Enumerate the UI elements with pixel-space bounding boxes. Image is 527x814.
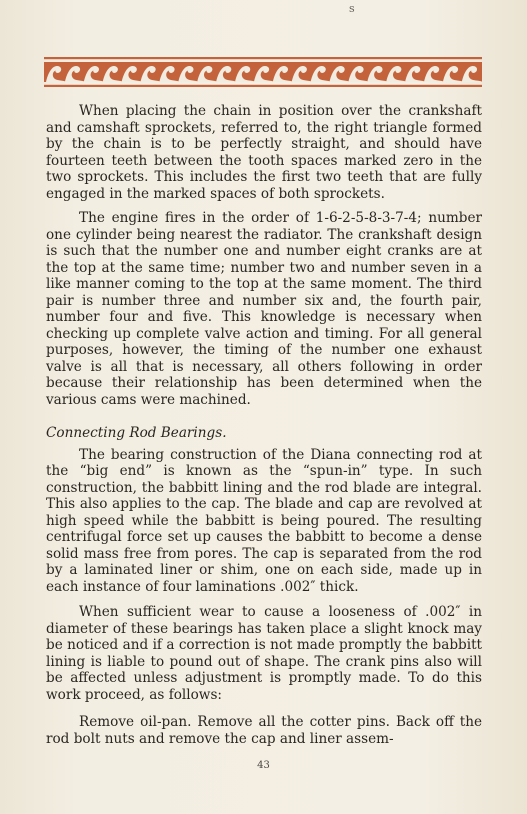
paragraph-chain-position: When placing the chain in position over the crankshaft and camshaft sprockets, referred to, the right triangle formed by the chain is to be perfectly straight, and should have fourteen teeth between the tooth spaces marked zero in the two sprockets. This includes the first two teeth that are fully engaged in the marked spaces of both sprockets. <box>46 103 482 202</box>
paragraph-procedure: Remove oil-pan. Remove all the cotter pins. Back off the rod bolt nuts and remove the cap and liner assem- <box>46 714 482 747</box>
paragraph-bearing-construction: The bearing construction of the Diana connecting rod at the “big end” is known as the “spun-in” type. In such construction, the babbitt lining and the rod blade are integral. This also applies to the cap. The blade and cap are revolved at high speed while the babbitt is being poured. The resulting centrifugal force set up causes the babbitt to become a dense solid mass free from pores. The cap is separated from the rod by a laminated liner or shim, one on each side, made up in each instance of four laminations .002″ thick. <box>46 446 482 595</box>
wave-ornament-border <box>44 57 482 87</box>
paragraph-bearing-wear: When sufficient wear to cause a looseness of .002″ in diameter of these bearings has taken place a slight knock may be noticed and if a correction is not made promptly the babbitt lining is liable to pound out of shape. The crank pins also will be affected unless adjustment is promptly made. To do this work proceed, as follows: <box>46 604 482 703</box>
ornament-top-rule <box>44 57 482 59</box>
paragraph-firing-order: The engine fires in the order of 1-6-2-5-8-3-7-4; number one cylinder being nearest the radiator. The crankshaft design is such that the number one and number eight cranks are at the top at the same time; number two and number seven in a like manner coming to the top at the same moment. The third pair is number three and number six and, the fourth pair, number four and five. This knowledge is necessary when checking up complete valve action and timing. For all general purposes, however, the timing of the number one exhaust valve is all that is necessary, all others following in order because their relationship has been determined when the various cams were machined. <box>46 210 482 408</box>
page-number: 43 <box>257 760 270 771</box>
section-heading: Connecting Rod Bearings. <box>46 425 227 441</box>
page-text <box>46 103 482 747</box>
corner-mark: s <box>349 2 355 15</box>
ornament-bottom-rule <box>44 85 482 87</box>
